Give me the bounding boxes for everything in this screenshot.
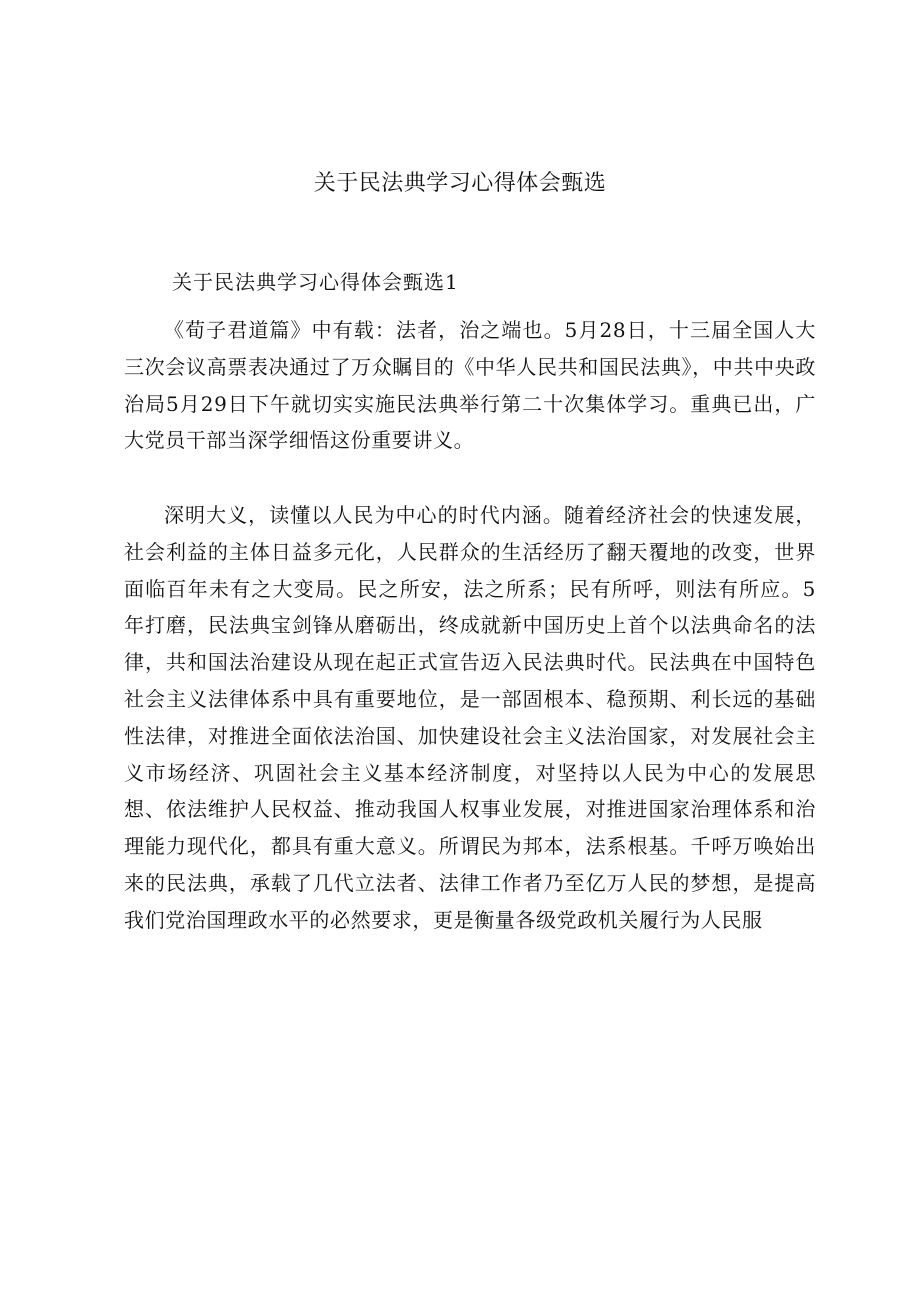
document-title: 关于民法典学习心得体会甄选 [313,171,607,196]
paragraph-2: 深明大义，读懂以人民为中心的时代内涵。随着经济社会的快速发展，社会利益的主体日益多元化，人民群众的生活经历了翻天覆地的改变，世界面临百年未有之大变局。民之所安，法之所系；民有所呼，则法有所应。5年打磨，民法典宝剑锋从磨砺出，终成就新中国历史上首个以法典命名的法律，共和国法治建设从现在起正式宣告迈入民法典时代。民法典在中国特色社会主义法律体系中具有重要地位，是一部固根本、稳预期、利长远的基础性法律，对推进全面依法治国、加快建设社会主义法治国家，对发展社会主义市场经济、巩固社会主义基本经济制度，对坚持以人民为中心的发展思想、依法维护人民权益、推动我国人权事业发展，对推进国家治理体系和治理能力现代化，都具有重大意义。所谓民为邦本，法系根基。千呼万唤始出来的民法典，承载了几代立法者、法律工作者乃至亿万人民的梦想，是提高我们党治国理政水平的必然要求，更是衡量各级党政机关履行为人民服 [124,503,816,932]
section-heading: 关于民法典学习心得体会甄选1 [172,270,459,294]
paragraph-1: 《荀子君道篇》中有载：法者，治之端也。5月28日，十三届全国人大三次会议高票表决通过了万众瞩目的《中华人民共和国民法典》，中共中央政治局5月29日下午就切实实施民法典举行第二十次集体学习。重典已出，广大党员干部当深学细悟这份重要讲义。 [124,318,816,453]
